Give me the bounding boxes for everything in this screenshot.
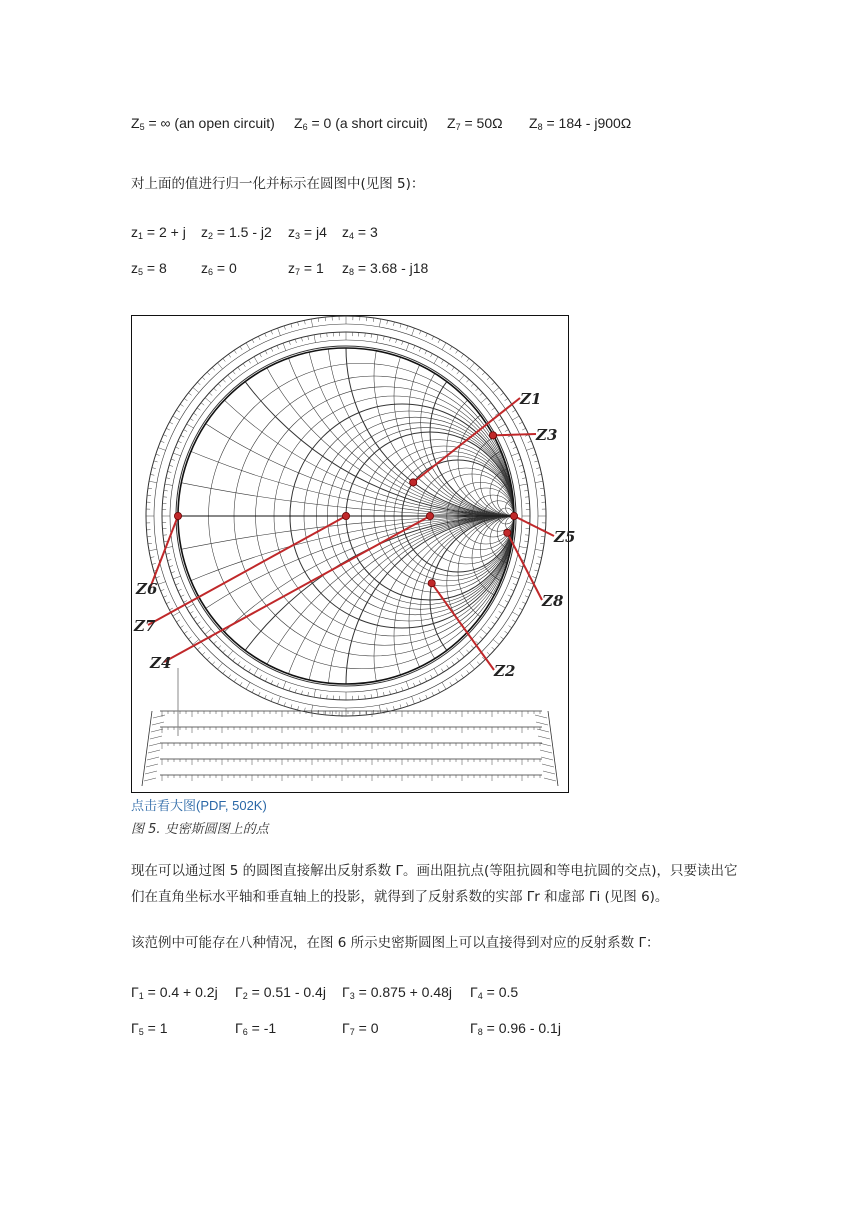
- eq-z7n: $z_7 = 1$: [288, 260, 324, 277]
- leader-line: [493, 434, 536, 435]
- leader-line: [148, 516, 346, 625]
- eq-g6: $\Gamma_6 = -1$: [235, 1020, 277, 1037]
- eq-z8: $Z_8 = 184 - j900\Omega$: [529, 115, 632, 132]
- point-label: Z2: [494, 662, 516, 680]
- eq-z7: $Z_7 = 50\Omega$: [447, 115, 503, 132]
- point-label: Z5: [554, 528, 576, 546]
- leader-line: [164, 516, 430, 662]
- impedance-point: [426, 512, 433, 519]
- impedance-point: [489, 432, 496, 439]
- leader-line: [514, 516, 554, 536]
- eq-z2n: $z_2 = 1.5 - j2$: [201, 224, 272, 241]
- eq-z5: $Z_5$ = ∞ (an open circuit): [131, 115, 275, 132]
- paragraph-eight-cases: 该范例中可能存在八种情况，在图 6 所示史密斯圆图上可以直接得到对应的反射系数 Γ：: [131, 935, 660, 951]
- eq-z1n: $z_1 = 2 + j$: [131, 224, 186, 241]
- eq-g1: $\Gamma_1 = 0.4 + 0.2j$: [131, 984, 218, 1001]
- eq-g8: $\Gamma_8 = 0.96 - 0.1j$: [470, 1020, 561, 1037]
- eq-g2: $\Gamma_2 = 0.51 - 0.4j$: [235, 984, 326, 1001]
- point-label: Z6: [136, 580, 158, 598]
- point-label: Z4: [150, 654, 172, 672]
- smith-chart: [132, 316, 576, 792]
- impedance-point: [410, 479, 417, 486]
- impedance-point: [504, 529, 511, 536]
- point-label: Z8: [542, 592, 564, 610]
- normalize-text: 对上面的值进行归一化并标示在圆图中(见图 5)：: [131, 176, 425, 192]
- point-label: Z1: [520, 390, 542, 408]
- impedance-point: [510, 512, 517, 519]
- eq-g3: $\Gamma_3 = 0.875 + 0.48j$: [342, 984, 453, 1001]
- eq-z6: $Z_6 = 0$ (a short circuit): [294, 115, 428, 132]
- eq-z3n: $z_3 = j4$: [288, 224, 327, 241]
- eq-z8n: $z_8 = 3.68 - j18$: [342, 260, 429, 277]
- point-label: Z3: [536, 426, 558, 444]
- eq-z4n: $z_4 = 3$: [342, 224, 378, 241]
- eq-g7: $\Gamma_7 = 0$: [342, 1020, 379, 1037]
- smith-chart-figure: [131, 315, 576, 793]
- eq-z5n: $z_5 = 8$: [131, 260, 167, 277]
- eq-z6n: $z_6 = 0$: [201, 260, 237, 277]
- point-label: Z7: [134, 617, 156, 635]
- figure-caption: 图 5. 史密斯圆图上的点: [131, 822, 269, 837]
- impedance-point: [342, 512, 349, 519]
- paragraph-reflection: 现在可以通过图 5 的圆图直接解出反射系数 Γ。画出阻抗点(等阻抗圆和等电抗圆的交点)，只要读出它们在直角坐标水平轴和垂直轴上的投影，就得到了反射系数的实部 Γr 和虚部 Γi (见图 6)。: [131, 863, 738, 905]
- eq-g5: $\Gamma_5 = 1$: [131, 1020, 168, 1037]
- impedance-point: [428, 580, 435, 587]
- eq-g4: $\Gamma_4 = 0.5$: [470, 984, 519, 1001]
- impedance-point: [174, 512, 181, 519]
- caption-pdf-link[interactable]: 点击看大图(PDF, 502K): [131, 798, 267, 813]
